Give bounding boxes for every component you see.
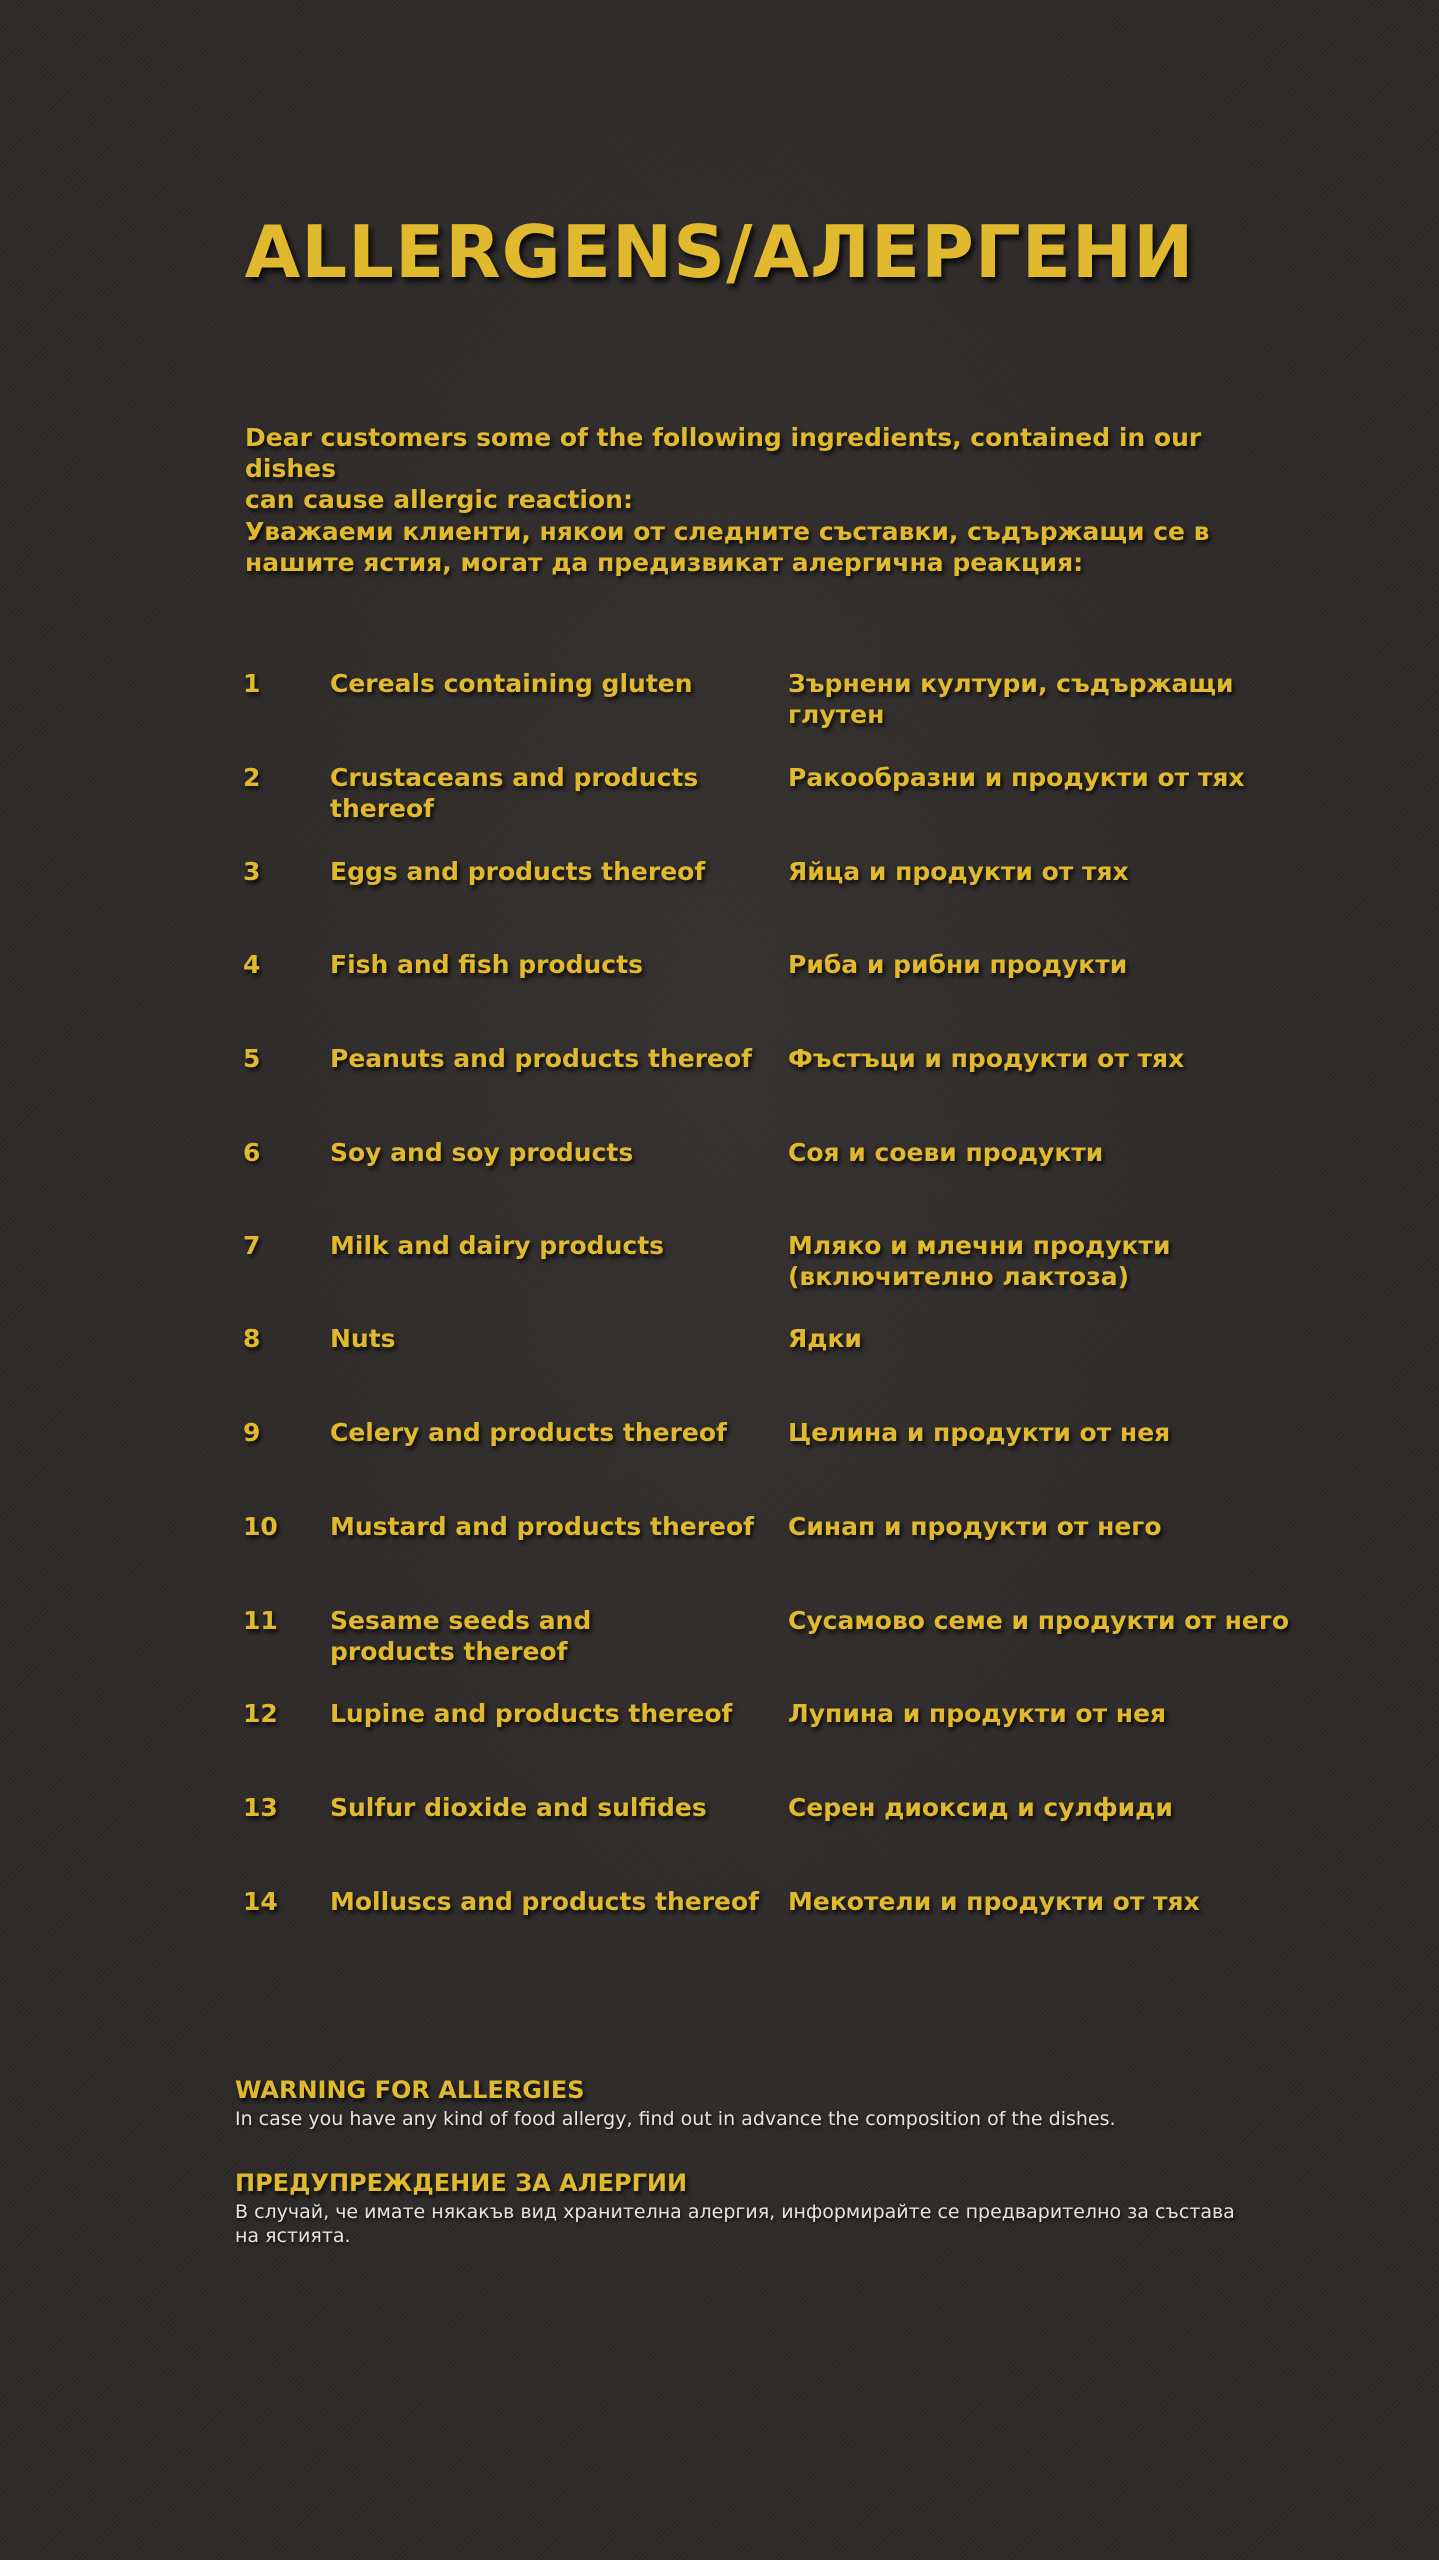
allergen-name-english: Molluscs and products thereof xyxy=(330,1887,760,1916)
allergen-name-bulgarian: Сусамово семе и продукти от него xyxy=(788,1606,1290,1635)
allergen-name-english: Milk and dairy products xyxy=(330,1231,665,1260)
allergen-number: 9 xyxy=(243,1418,261,1447)
allergen-row xyxy=(0,1605,1439,1685)
allergen-row xyxy=(0,668,1439,748)
allergen-row xyxy=(0,1511,1439,1591)
allergen-name-english: Fish and fish products xyxy=(330,950,643,979)
allergen-row xyxy=(0,1792,1439,1872)
allergen-name-bulgarian: Соя и соеви продукти xyxy=(788,1138,1104,1167)
allergen-row xyxy=(0,1043,1439,1123)
page-title: ALLERGENS/АЛЕРГЕНИ xyxy=(244,210,1195,294)
allergen-name-bulgarian: Целина и продукти от нея xyxy=(788,1418,1171,1447)
allergen-number: 14 xyxy=(243,1887,278,1916)
allergen-name-bulgarian: Лупина и продукти от нея xyxy=(788,1699,1167,1728)
allergen-name-english: Cereals containing gluten xyxy=(330,669,693,698)
allergen-name-english: Lupine and products thereof xyxy=(330,1699,733,1728)
allergen-number: 8 xyxy=(243,1324,261,1353)
allergen-row xyxy=(0,856,1439,936)
allergen-number: 11 xyxy=(243,1606,278,1635)
allergen-number: 6 xyxy=(243,1138,261,1167)
intro-bulgarian: Уважаеми клиенти, някои от следните съставки, съдържащи се в нашите ястия, могат да предизвикат алергична реакция: xyxy=(245,517,1210,577)
allergen-name-bulgarian: Фъстъци и продукти от тях xyxy=(788,1044,1185,1073)
allergen-name-bulgarian: Мляко и млечни продукти (включително лактоза) xyxy=(788,1231,1171,1291)
allergen-name-english: Soy and soy products xyxy=(330,1138,634,1167)
allergen-row xyxy=(0,762,1439,842)
allergen-number: 1 xyxy=(243,669,261,698)
allergen-number: 7 xyxy=(243,1231,261,1260)
allergen-row xyxy=(0,949,1439,1029)
allergen-name-english: Nuts xyxy=(330,1324,396,1353)
allergen-number: 2 xyxy=(243,763,261,792)
allergen-name-english: Celery and products thereof xyxy=(330,1418,727,1447)
allergen-name-english: Crustaceans and products thereof xyxy=(330,763,699,823)
allergen-name-bulgarian: Мекотели и продукти от тях xyxy=(788,1887,1200,1916)
warning-section-bulgarian xyxy=(235,2168,1235,2248)
allergen-row xyxy=(0,1417,1439,1497)
warning-heading-bulgarian: ПРЕДУПРЕЖДЕНИЕ ЗА АЛЕРГИИ xyxy=(235,2169,688,2197)
allergen-name-english: Mustard and products thereof xyxy=(330,1512,755,1541)
intro-english: Dear customers some of the following ingredients, contained in our dishes can cause allergic reaction: xyxy=(245,423,1202,514)
allergen-number: 4 xyxy=(243,950,261,979)
warning-section-english xyxy=(235,2075,1235,2131)
allergen-number: 10 xyxy=(243,1512,278,1541)
warning-text-bulgarian: В случай, че имате някакъв вид хранителна алергия, информирайте се предварително за състава на ястията. xyxy=(235,2201,1235,2247)
allergen-row xyxy=(0,1698,1439,1778)
allergen-row xyxy=(0,1886,1439,1966)
allergen-name-bulgarian: Синап и продукти от него xyxy=(788,1512,1162,1541)
allergen-name-english: Eggs and products thereof xyxy=(330,857,706,886)
warning-heading-english: WARNING FOR ALLERGIES xyxy=(235,2076,585,2104)
allergen-number: 5 xyxy=(243,1044,261,1073)
allergen-name-bulgarian: Ядки xyxy=(788,1324,862,1353)
allergen-name-english: Peanuts and products thereof xyxy=(330,1044,753,1073)
allergen-name-bulgarian: Риба и рибни продукти xyxy=(788,950,1128,979)
allergen-name-english: Sesame seeds and products thereof xyxy=(330,1606,592,1666)
allergen-row xyxy=(0,1137,1439,1217)
allergen-name-bulgarian: Ракообразни и продукти от тях xyxy=(788,763,1245,792)
allergen-row xyxy=(0,1323,1439,1403)
allergen-name-bulgarian: Серен диоксид и сулфиди xyxy=(788,1793,1173,1822)
allergen-name-english: Sulfur dioxide and sulfides xyxy=(330,1793,707,1822)
allergen-name-bulgarian: Зърнени култури, съдържащи глутен xyxy=(788,669,1234,729)
allergen-row xyxy=(0,1230,1439,1310)
allergen-number: 13 xyxy=(243,1793,278,1822)
allergen-number: 12 xyxy=(243,1699,278,1728)
warning-text-english: In case you have any kind of food allergy, find out in advance the composition of the dishes. xyxy=(235,2108,1116,2130)
allergen-number: 3 xyxy=(243,857,261,886)
allergen-name-bulgarian: Яйца и продукти от тях xyxy=(788,857,1129,886)
